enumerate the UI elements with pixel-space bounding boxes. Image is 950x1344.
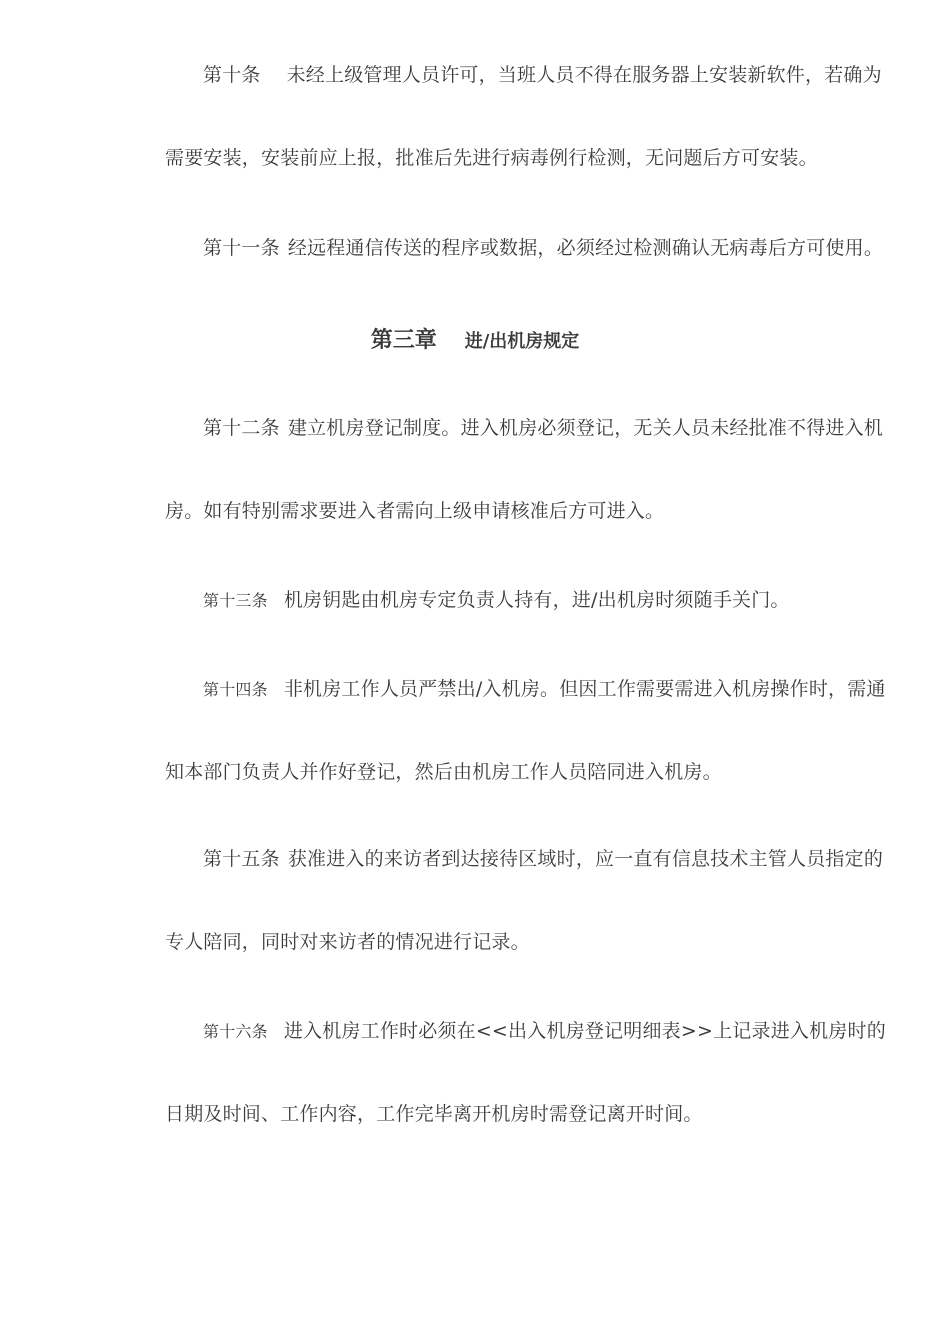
article-10-line-2: 需要安装，安装前应上报，批准后先进行病毒例行检测，无问题后方可安装。 xyxy=(165,147,818,169)
article-11-label: 第十一条 xyxy=(203,237,280,259)
chapter-heading xyxy=(0,323,950,354)
article-15-line-2: 专人陪同，同时对来访者的情况进行记录。 xyxy=(165,931,530,953)
article-10-line-1 xyxy=(203,62,928,88)
chapter-title: 进/出机房规定 xyxy=(464,331,580,352)
chapter-number: 第三章 xyxy=(370,328,437,353)
article-14-line-1 xyxy=(203,676,928,703)
article-16-line-1 xyxy=(203,1018,928,1045)
article-11-text-1: 经远程通信传送的程序或数据，必须经过检测确认无病毒后方可使用。 xyxy=(287,237,884,259)
article-13-text-1: 机房钥匙由机房专定负责人持有，进/出机房时须随手关门。 xyxy=(283,589,790,611)
article-12-line-1 xyxy=(203,415,928,441)
article-12-label: 第十二条 xyxy=(203,417,280,439)
article-12-text-1: 建立机房登记制度。进入机房必须登记，无关人员未经批准不得进入机 xyxy=(287,417,884,439)
article-14-label: 第十四条 xyxy=(203,680,268,699)
article-14-line-2: 知本部门负责人并作好登记，然后由机房工作人员陪同进入机房。 xyxy=(165,761,722,783)
article-13-label: 第十三条 xyxy=(203,591,268,610)
article-16-label: 第十六条 xyxy=(203,1022,268,1041)
article-10-text-1: 未经上级管理人员许可，当班人员不得在服务器上安装新软件，若确为 xyxy=(286,64,882,86)
article-16-text-1: 进入机房工作时必须在<<出入机房登记明细表>>上记录进入机房时的 xyxy=(283,1020,886,1042)
article-15-label: 第十五条 xyxy=(203,848,280,870)
article-12-line-2: 房。如有特别需求要进入者需向上级申请核准后方可进入。 xyxy=(165,500,665,522)
article-15-line-1 xyxy=(203,846,928,872)
article-16-line-2: 日期及时间、工作内容，工作完毕离开机房时需登记离开时间。 xyxy=(165,1103,703,1125)
article-10-label: 第十条 xyxy=(203,64,261,86)
article-14-text-1: 非机房工作人员严禁出/入机房。但因工作需要需进入机房操作时，需通 xyxy=(283,678,886,700)
article-11-line-1 xyxy=(203,235,928,261)
article-15-text-1: 获准进入的来访者到达接待区域时，应一直有信息技术主管人员指定的 xyxy=(287,848,884,870)
article-13-line-1 xyxy=(203,587,928,614)
